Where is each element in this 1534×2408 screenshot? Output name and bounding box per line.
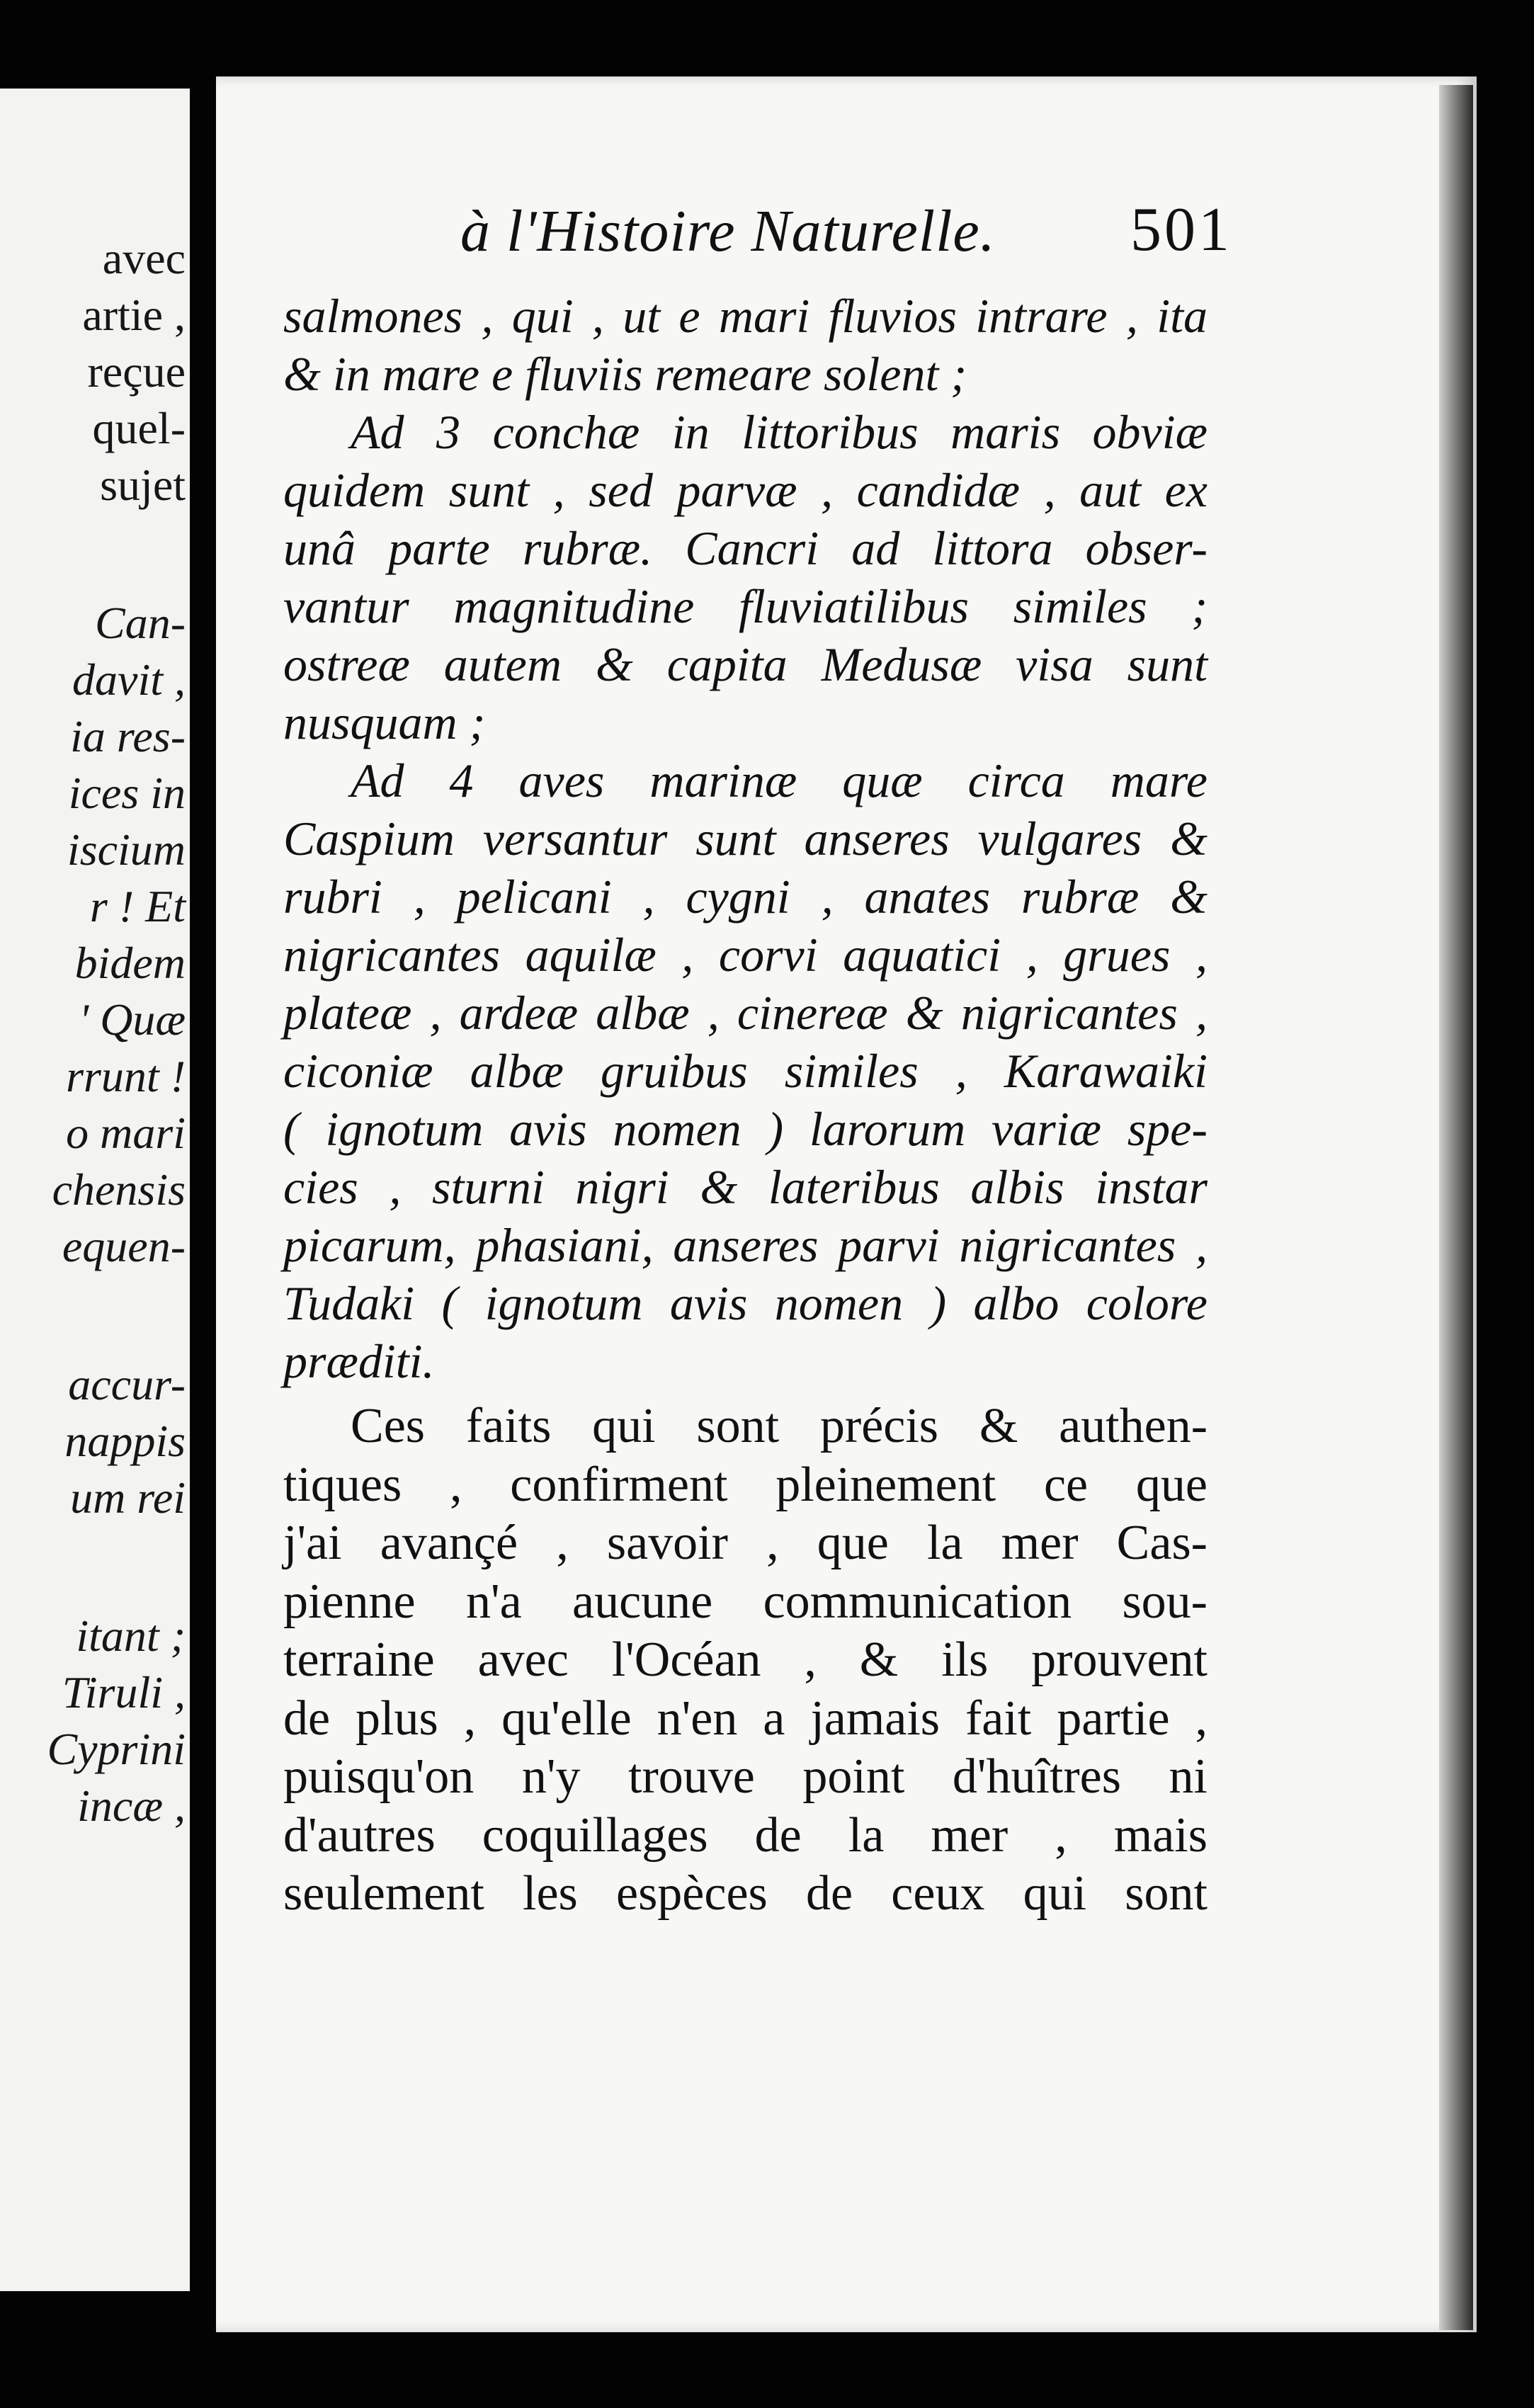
- left-page-line: Can-: [95, 598, 186, 648]
- left-page-line: rrunt !: [66, 1051, 186, 1101]
- left-page-line: iscium: [67, 824, 186, 875]
- left-page-line: Tiruli ,: [62, 1667, 186, 1717]
- left-page-fragment: [0, 89, 190, 2291]
- text-line: quidem sunt , sed parvæ , candidæ , aut ex: [283, 463, 1208, 517]
- left-page-line: davit ,: [72, 654, 186, 705]
- left-page-line: r ! Et: [89, 881, 186, 931]
- left-page-line: nappis: [64, 1416, 186, 1466]
- text-line: ( ignotum avis nomen ) larorum variæ spe-: [283, 1102, 1208, 1156]
- text-line: seulement les espèces de ceux qui sont: [283, 1866, 1208, 1921]
- left-page-line: bidem: [74, 938, 186, 988]
- french-paragraph: [283, 1397, 1208, 1924]
- text-line: picarum, phasiani, anseres parvi nigricantes ,: [283, 1218, 1208, 1272]
- page-edge: [1439, 85, 1473, 2330]
- text-line: puisqu'on n'y trouve point d'huîtres ni: [283, 1749, 1208, 1804]
- text-line: d'autres coquillages de la mer , mais: [283, 1807, 1208, 1863]
- left-page-line: incæ ,: [77, 1781, 186, 1831]
- text-line: cies , sturni nigri & lateribus albis instar: [283, 1160, 1208, 1214]
- left-page-line: Cyprini: [47, 1724, 186, 1774]
- left-page-line: avec: [102, 233, 186, 283]
- text-line: j'ai avançé , savoir , que la mer Cas-: [283, 1516, 1208, 1570]
- text-line: tiques , confirment pleinement ce que: [283, 1457, 1208, 1512]
- left-page-line: sujet: [100, 460, 186, 510]
- text-line: salmones , qui , ut e mari fluvios intrare , ita: [283, 289, 1208, 343]
- text-line: pienne n'a aucune communication sou-: [283, 1574, 1208, 1629]
- text-line: de plus , qu'elle n'en a jamais fait partie ,: [283, 1691, 1208, 1746]
- text-line: rubri , pelicani , cygni , anates rubræ &: [283, 870, 1208, 924]
- page-header: [255, 191, 1232, 276]
- text-line: ciconiæ albæ gruibus similes , Karawaiki: [283, 1044, 1208, 1098]
- text-line: terraine avec l'Océan , & ils prouvent: [283, 1632, 1208, 1687]
- text-line: Caspium versantur sunt anseres vulgares &: [283, 812, 1208, 865]
- text-line: nusquam ;: [283, 695, 486, 749]
- text-line: & in mare e fluviis remeare solent ;: [283, 347, 967, 401]
- text-line: Ces faits qui sont précis & authen-: [351, 1399, 1208, 1453]
- text-line: unâ parte rubræ. Cancri ad littora obser-: [283, 521, 1208, 575]
- left-page-line: equen-: [62, 1221, 186, 1271]
- text-line: plateæ , ardeæ albæ , cinereæ & nigricantes ,: [283, 986, 1208, 1040]
- left-page-line: quel-: [92, 403, 186, 453]
- left-page-line: itant ;: [76, 1611, 186, 1661]
- page-body: [283, 287, 1208, 1924]
- left-page-line: artie ,: [82, 290, 186, 340]
- left-page-line: um rei: [70, 1472, 186, 1523]
- latin-quotation: [283, 287, 1208, 1390]
- running-title: à l'Histoire Naturelle.: [460, 198, 996, 264]
- left-page-line: reçue: [87, 346, 186, 397]
- text-line: Tudaki ( ignotum avis nomen ) albo colore: [283, 1276, 1208, 1330]
- left-page-line: ices in: [68, 768, 186, 818]
- left-page-line: ' Quæ: [79, 994, 186, 1045]
- left-page-line: o mari: [66, 1108, 186, 1158]
- left-page-line: accur-: [68, 1359, 186, 1409]
- page-number: 501: [1130, 195, 1232, 264]
- text-line: præditi.: [283, 1334, 435, 1388]
- text-line: vantur magnitudine fluviatilibus similes ;: [283, 579, 1208, 633]
- text-line: Ad 4 aves marinæ quæ circa mare: [351, 754, 1208, 807]
- left-page-line: chensis: [52, 1164, 186, 1215]
- text-line: ostreæ autem & capita Medusæ visa sunt: [283, 637, 1208, 691]
- text-line: Ad 3 conchæ in littoribus maris obviæ: [351, 405, 1208, 459]
- left-page-line: ia res-: [70, 711, 186, 761]
- text-line: nigricantes aquilæ , corvi aquatici , grues ,: [283, 928, 1208, 982]
